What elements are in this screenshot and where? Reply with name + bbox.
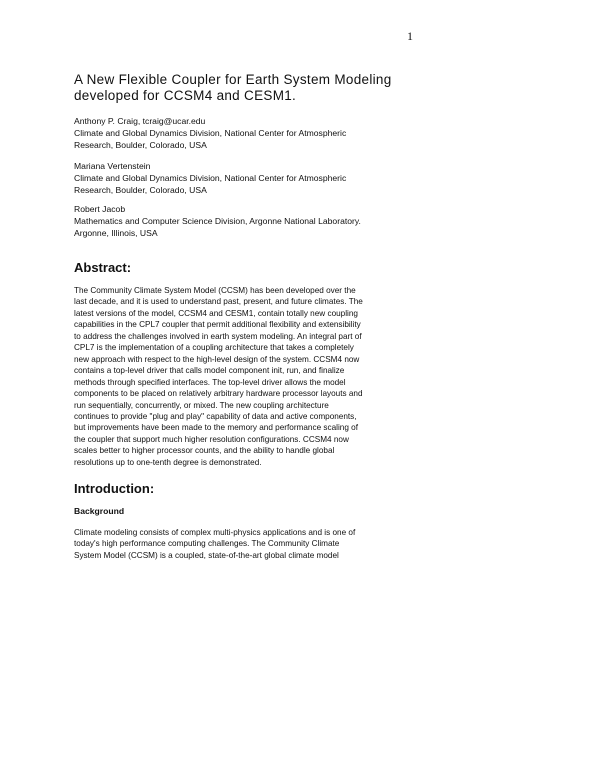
abstract-line: last decade, and it is used to understand past, present, and future climates. The	[74, 297, 363, 307]
abstract-line: contains a top-level driver that calls model component init, run, and finalize	[74, 366, 345, 376]
paper-title	[74, 72, 474, 104]
introduction-heading: Introduction:	[74, 481, 155, 496]
introduction-line: today's high performance computing challenges. The Community Climate	[74, 539, 340, 549]
author-block-vertenstein	[74, 160, 434, 196]
abstract-line: to address the challenges involved in earth system modeling. An integral part of	[74, 331, 362, 341]
introduction-line: System Model (CCSM) is a coupled, state-of-the-art global climate model	[74, 550, 339, 560]
abstract-line: but improvements have been made to the memory and performance scaling of	[74, 423, 358, 433]
abstract-heading: Abstract:	[74, 260, 132, 275]
abstract-line: latest versions of the model, CCSM4 and CESM1, contain totally new coupling	[74, 308, 358, 318]
author-block-craig	[74, 115, 434, 151]
abstract-line: The Community Climate System Model (CCSM) has been developed over the	[74, 286, 356, 295]
abstract-line: continues to provide "plug and play" capability of data and active components,	[74, 411, 357, 421]
author-affiliation: Climate and Global Dynamics Division, National Center for Atmospheric	[74, 128, 347, 138]
title-line: A New Flexible Coupler for Earth System Modeling	[74, 72, 392, 87]
abstract-line: CPL7 is the implementation of a coupling architecture that takes a completely	[74, 343, 354, 353]
abstract-line: resolutions up to one-tenth degree is demonstrated.	[74, 457, 262, 467]
author-name: Robert Jacob	[74, 204, 126, 214]
abstract-line: the coupler that support much higher resolution configurations. CCSM4 now	[74, 434, 349, 444]
author-name: Anthony P. Craig, tcraig@ucar.edu	[74, 116, 206, 126]
introduction-line: Climate modeling consists of complex multi-physics applications and is one of	[74, 528, 356, 537]
abstract-line: components to be placed on relatively arbitrary hardware processor layouts and	[74, 389, 363, 399]
abstract-line: methods through specified interfaces. The top-level driver allows the model	[74, 377, 346, 387]
author-location: Research, Boulder, Colorado, USA	[74, 140, 207, 150]
abstract-line: scales better to higher processor counts, and the ability to handle global	[74, 446, 335, 456]
author-location: Research, Boulder, Colorado, USA	[74, 185, 207, 195]
abstract-line: run sequentially, concurrently, or mixed. The new coupling architecture	[74, 400, 329, 410]
background-subheading: Background	[74, 506, 125, 516]
author-name: Mariana Vertenstein	[74, 161, 151, 171]
abstract-line: capabilities in the CPL7 coupler that permit additional flexibility and extensibility	[74, 320, 361, 330]
abstract-line: new approach with respect to the high-level design of the system. CCSM4 now	[74, 354, 360, 364]
introduction-body	[74, 527, 414, 561]
author-affiliation: Climate and Global Dynamics Division, National Center for Atmospheric	[74, 173, 347, 183]
author-location: Argonne, Illinois, USA	[74, 228, 158, 238]
abstract-body	[74, 285, 414, 468]
author-affiliation: Mathematics and Computer Science Division, Argonne National Laboratory.	[74, 216, 361, 226]
page-number: 1	[407, 29, 413, 43]
author-block-jacob	[74, 203, 434, 239]
title-line: developed for CCSM4 and CESM1.	[74, 88, 297, 103]
